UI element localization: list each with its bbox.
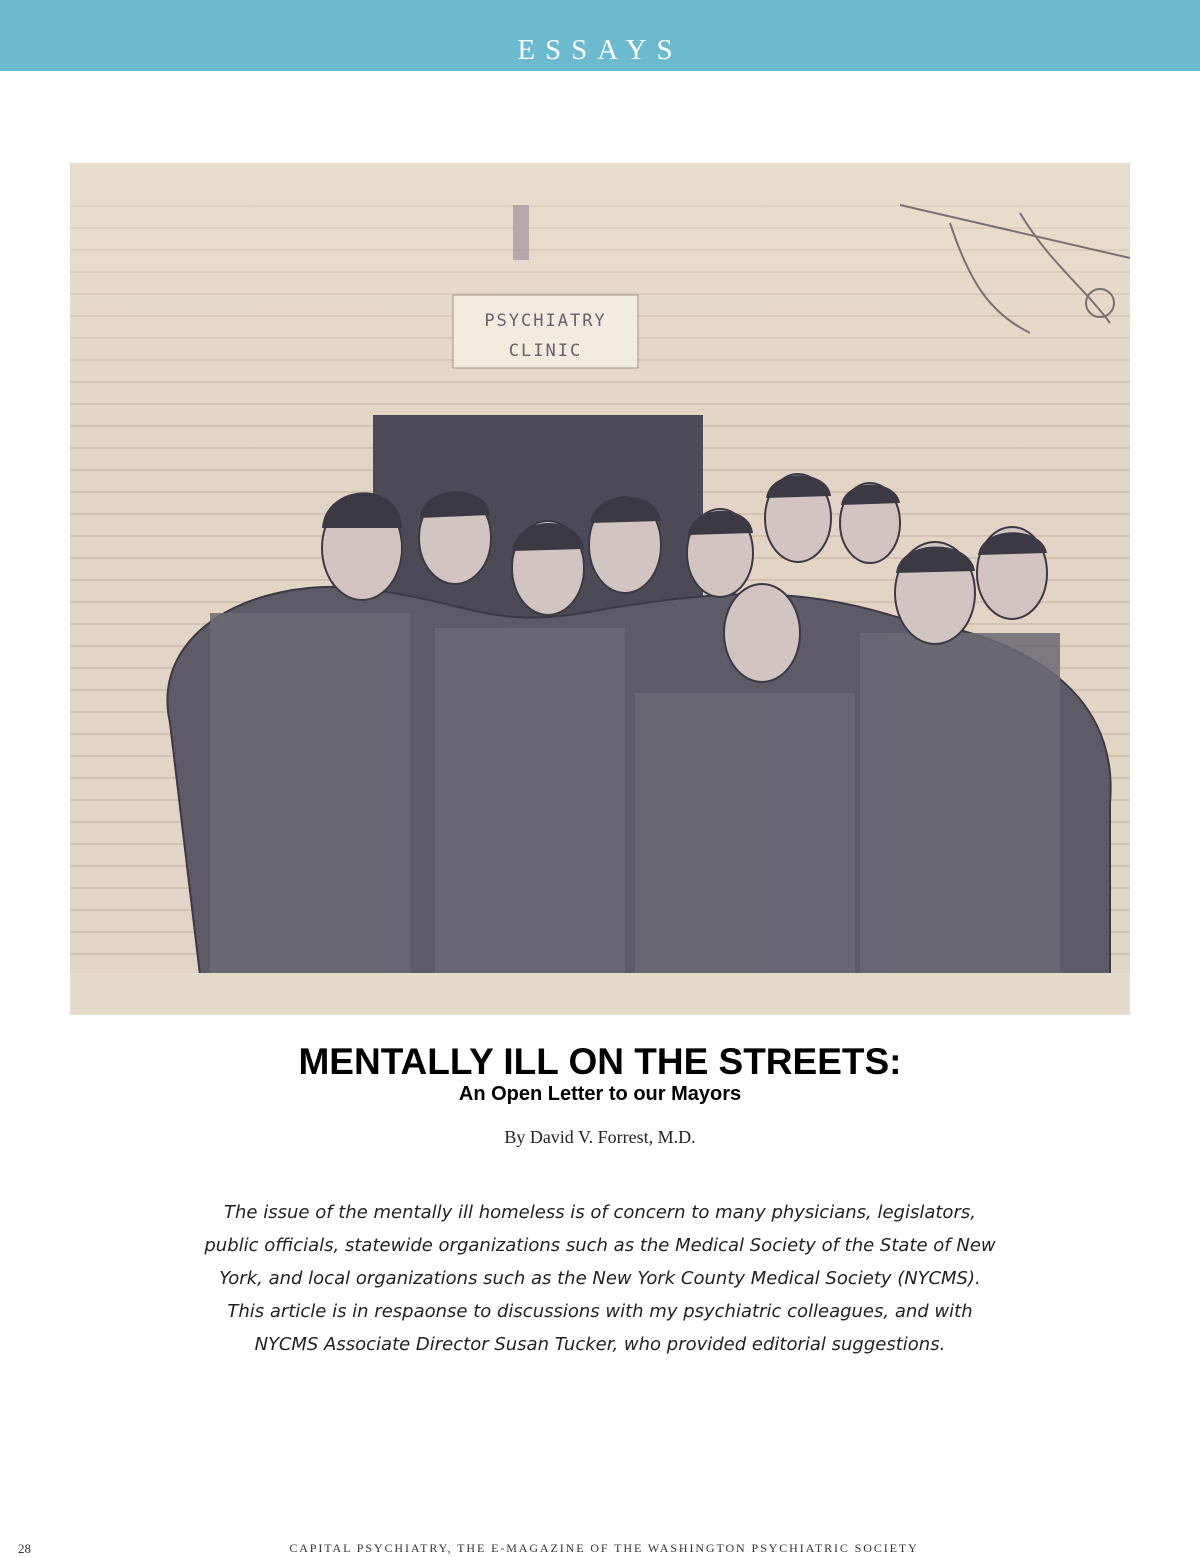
section-header-band [0, 0, 1200, 71]
section-label: ESSAYS [517, 34, 683, 66]
page-number: 28 [18, 1541, 31, 1556]
roof-edge [70, 163, 1130, 201]
article-subtitle: An Open Letter to our Mayors [458, 1083, 742, 1105]
intro-line: public officials, statewide organizations such as the Medical Society of the State of New [204, 1235, 996, 1256]
intro-line: NYCMS Associate Director Susan Tucker, who provided editorial suggestions. [254, 1334, 946, 1355]
publication-footer: CAPITAL PSYCHIATRY, THE E-MAGAZINE OF THE WASHINGTON PSYCHIATRIC SOCIETY [289, 1541, 919, 1555]
sign-line1: PSYCHIATRY [484, 311, 607, 331]
article-photo [70, 163, 1130, 1015]
intro-line: The issue of the mentally ill homeless is of concern to many physicians, legislators, [224, 1202, 976, 1223]
photo-bottom-margin [70, 973, 1130, 1015]
article-intro [170, 1196, 1030, 1361]
article-byline: By David V. Forrest, M.D. [504, 1127, 696, 1147]
wall-fixture [513, 205, 529, 260]
clinic-sign [453, 295, 638, 368]
article-title: MENTALLY ILL ON THE STREETS: [298, 1041, 902, 1082]
intro-line: York, and local organizations such as the New York County Medical Society (NYCMS). [219, 1268, 981, 1289]
intro-line: This article is in respaonse to discussions with my psychiatric colleagues, and with [227, 1301, 973, 1322]
sign-line2: CLINIC [508, 341, 583, 361]
